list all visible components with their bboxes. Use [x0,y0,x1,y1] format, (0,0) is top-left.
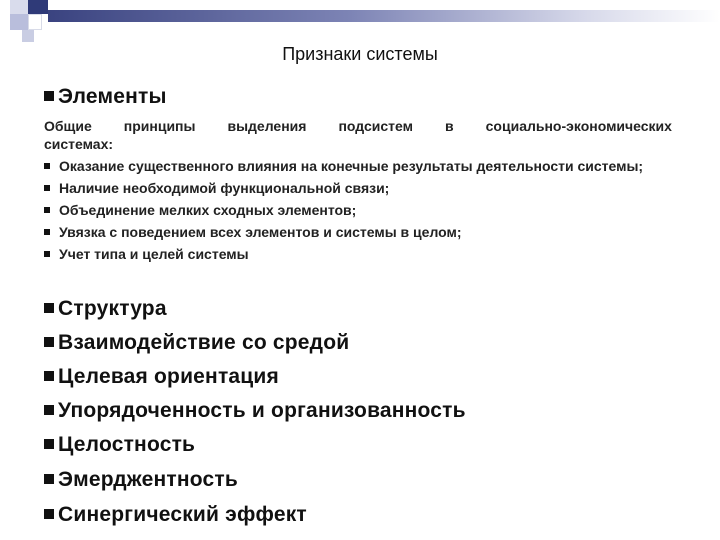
main-item-elements [44,85,167,109]
intro-word: социально-экономических [485,118,672,134]
header-gradient-bar [48,10,720,22]
sub-list-item [44,201,684,220]
main-item-synergy [44,503,307,527]
main-item-label: Целостность [58,433,196,456]
square-bullet-icon [44,474,54,484]
main-item-label: Эмерджентность [58,468,238,491]
main-item-integrity [44,433,195,457]
sub-list [44,157,684,267]
sub-item-label: Объединение мелких сходных элементов; [59,202,357,218]
intro-word: Общие [44,118,92,134]
main-item-label: Элементы [58,85,167,108]
square-bullet-icon [44,185,50,191]
intro-word: подсистем [338,118,413,134]
main-item-emergence [44,468,238,492]
sub-item-label: Увязка с поведением всех элементов и системы в целом; [59,224,462,240]
square-bullet-icon [44,303,54,313]
decor-square [10,0,28,14]
decor-square [28,0,48,14]
decor-square [22,30,34,42]
main-item-label: Взаимодействие со средой [58,331,350,354]
sub-item-label: Наличие необходимой функциональной связи; [59,180,390,196]
decor-square [10,14,28,30]
main-item-goal [44,365,279,389]
main-item-environment [44,331,349,355]
square-bullet-icon [44,207,50,213]
intro-line [44,117,672,135]
sub-item-label: Учет типа и целей системы [59,246,249,262]
square-bullet-icon [44,91,54,101]
square-bullet-icon [44,251,50,257]
square-bullet-icon [44,229,50,235]
main-item-label: Синергический эффект [58,503,307,526]
sub-list-item [44,245,684,264]
sub-item-label: Оказание существенного влияния на конечные результаты деятельности системы; [59,158,644,174]
main-item-label: Структура [58,297,167,320]
square-bullet-icon [44,371,54,381]
intro-word: выделения [227,118,307,134]
sub-list-item [44,179,684,198]
square-bullet-icon [44,337,54,347]
sub-list-item [44,223,684,242]
intro-paragraph [44,117,672,153]
sub-list-item [44,157,684,176]
slide-title: Признаки системы [282,44,438,64]
intro-line: системах: [44,136,114,152]
intro-word: в [445,118,454,134]
main-item-structure [44,297,167,321]
main-item-order [44,399,466,423]
decor-square [28,14,42,30]
main-item-label: Упорядоченность и организованность [58,399,466,422]
intro-word: принципы [123,118,196,134]
square-bullet-icon [44,405,54,415]
square-bullet-icon [44,509,54,519]
square-bullet-icon [44,439,54,449]
main-item-label: Целевая ориентация [58,365,279,388]
square-bullet-icon [44,163,50,169]
